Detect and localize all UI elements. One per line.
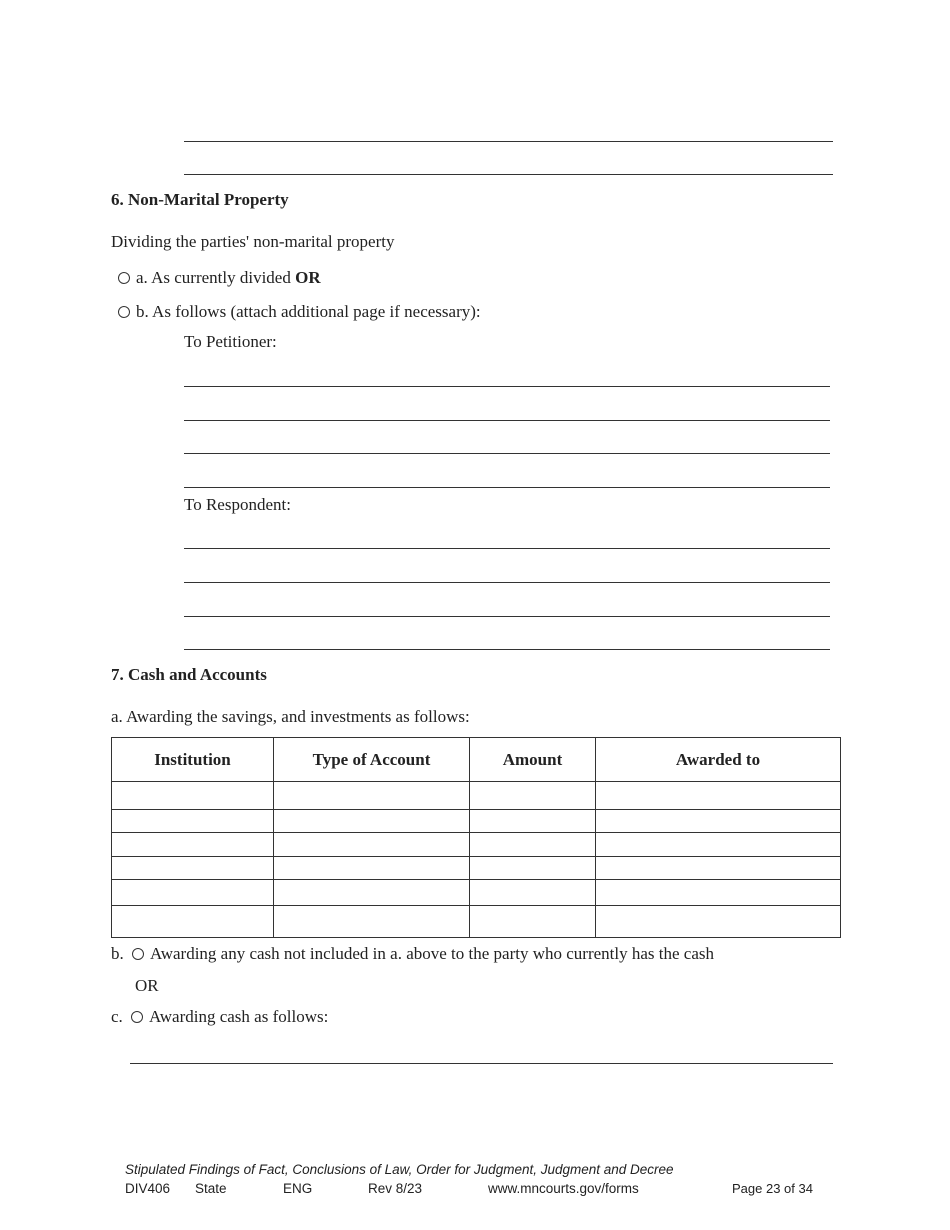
table-cell[interactable] — [274, 857, 470, 880]
table-cell[interactable] — [112, 906, 274, 938]
table-cell[interactable] — [112, 782, 274, 810]
table-cell[interactable] — [470, 880, 596, 906]
table-cell[interactable] — [112, 833, 274, 857]
section-7-intro: a. Awarding the savings, and investments as follows: — [111, 707, 470, 726]
table-cell[interactable] — [274, 906, 470, 938]
table-cell[interactable] — [274, 782, 470, 810]
respondent-line[interactable] — [184, 649, 830, 650]
table-row — [112, 810, 841, 833]
footer-revision: Rev 8/23 — [368, 1181, 423, 1196]
table-row — [112, 880, 841, 906]
blank-line[interactable] — [184, 174, 833, 175]
cash-line[interactable] — [130, 1063, 833, 1064]
table-cell[interactable] — [112, 880, 274, 906]
section-6-intro: Dividing the parties' non-marital property — [111, 232, 395, 251]
cash-option-b-text: Awarding any cash not included in a. above to the party who currently has the cash — [150, 944, 714, 963]
table-cell[interactable] — [470, 810, 596, 833]
respondent-line[interactable] — [184, 548, 830, 549]
col-header-institution: Institution — [112, 738, 274, 782]
table-cell[interactable] — [596, 782, 841, 810]
petitioner-line[interactable] — [184, 487, 830, 488]
table-cell[interactable] — [470, 782, 596, 810]
table-cell[interactable] — [470, 857, 596, 880]
cash-option-c-row — [111, 1007, 328, 1027]
petitioner-line[interactable] — [184, 386, 830, 387]
option-a-or: OR — [295, 268, 321, 287]
option-a-row — [118, 268, 321, 288]
petitioner-line[interactable] — [184, 420, 830, 421]
option-a-radio[interactable] — [118, 272, 130, 284]
cash-option-b-row — [111, 944, 714, 964]
cash-or-text: OR — [135, 976, 159, 995]
table-row — [112, 906, 841, 938]
table-header-row — [112, 738, 841, 782]
table-row — [112, 857, 841, 880]
option-b-label: b. As follows (attach additional page if necessary): — [136, 302, 481, 321]
cash-option-c-radio[interactable] — [131, 1011, 143, 1023]
petitioner-line[interactable] — [184, 453, 830, 454]
section-7-heading: 7. Cash and Accounts — [111, 665, 267, 684]
footer-page-number: Page 23 of 34 — [732, 1181, 813, 1196]
table-cell[interactable] — [112, 857, 274, 880]
blank-line[interactable] — [184, 141, 833, 142]
table-row — [112, 833, 841, 857]
to-petitioner-label: To Petitioner: — [184, 332, 277, 351]
section-6-heading: 6. Non-Marital Property — [111, 190, 289, 209]
cash-option-c-label: c. — [111, 1007, 123, 1026]
table-row — [112, 782, 841, 810]
col-header-awarded-to: Awarded to — [596, 738, 841, 782]
footer-url[interactable]: www.mncourts.gov/forms — [488, 1181, 639, 1196]
option-b-row — [118, 302, 481, 322]
col-header-amount: Amount — [470, 738, 596, 782]
col-header-type-of-account: Type of Account — [274, 738, 470, 782]
respondent-line[interactable] — [184, 582, 830, 583]
footer-form-id: DIV406 — [125, 1181, 171, 1196]
cash-option-b-radio[interactable] — [132, 948, 144, 960]
table-cell[interactable] — [596, 810, 841, 833]
footer-title: Stipulated Findings of Fact, Conclusions of Law, Order for Judgment, Judgment and Decree — [125, 1162, 674, 1177]
table-cell[interactable] — [274, 833, 470, 857]
table-cell[interactable] — [596, 880, 841, 906]
cash-option-c-text: Awarding cash as follows: — [149, 1007, 329, 1026]
option-a-label: a. As currently divided — [136, 268, 296, 287]
option-b-radio[interactable] — [118, 306, 130, 318]
table-cell[interactable] — [470, 906, 596, 938]
table-cell[interactable] — [470, 833, 596, 857]
table-cell[interactable] — [596, 857, 841, 880]
table-cell[interactable] — [274, 810, 470, 833]
footer-jurisdiction: State — [195, 1181, 227, 1196]
table-cell[interactable] — [274, 880, 470, 906]
cash-option-b-label: b. — [111, 944, 124, 963]
footer-language: ENG — [283, 1181, 313, 1196]
table-cell[interactable] — [596, 833, 841, 857]
respondent-line[interactable] — [184, 616, 830, 617]
accounts-table — [111, 737, 841, 938]
to-respondent-label: To Respondent: — [184, 495, 291, 514]
table-cell[interactable] — [596, 906, 841, 938]
table-cell[interactable] — [112, 810, 274, 833]
